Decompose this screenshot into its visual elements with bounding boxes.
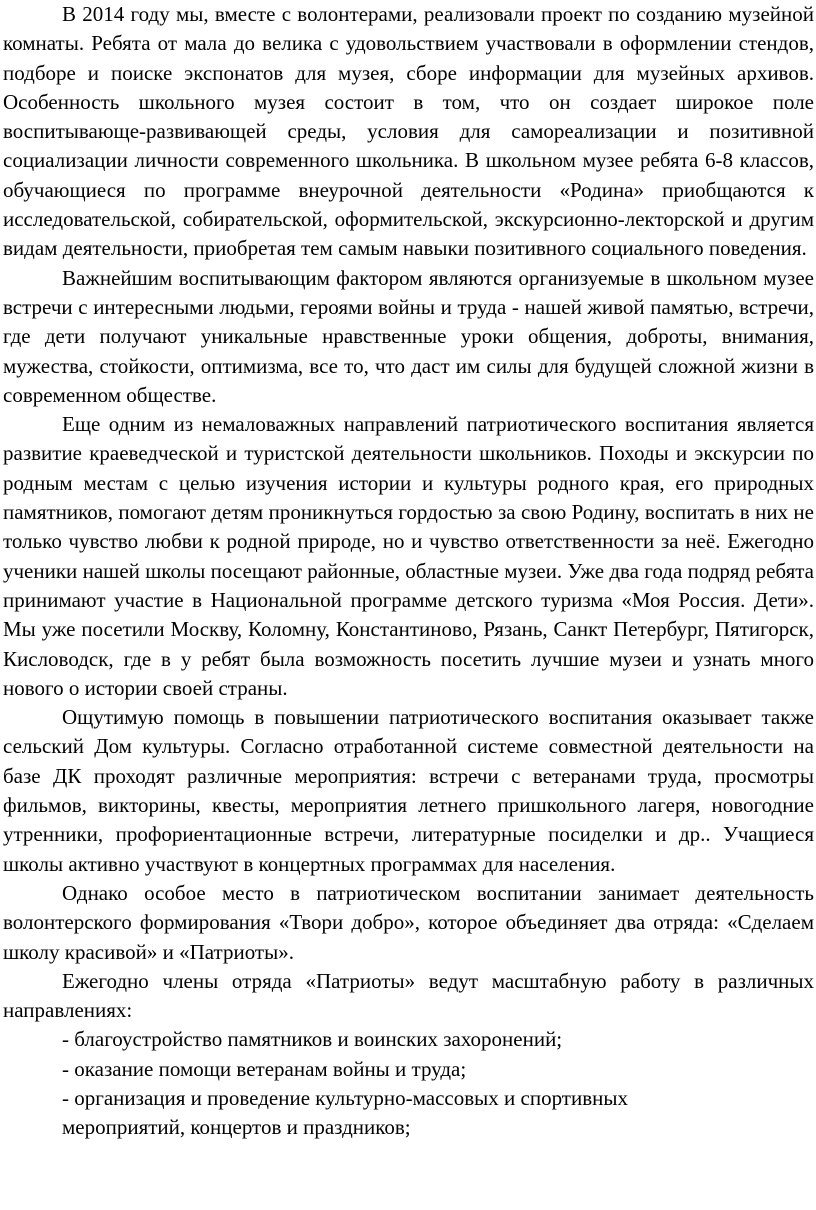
paragraph-volunteers: Однако особое место в патриотическом воспитании занимает деятельность волонтерского формирования «Твори добро», которое объединяет два отряда: «Сделаем школу красивой» и «Патриоты».: [3, 880, 814, 964]
list-item: [3, 1025, 814, 1054]
paragraph-museum-project: В 2014 году мы, вместе с волонтерами, реализовали проект по созданию музейной комнаты. Ребята от мала до велика с удовольствием участвовали в оформлении стендов, подборе и поиске экспонатов для музея, сборе информации для музейных архивов. Особенность школьного музея состоит в том, что он создает широкое поле воспитывающе-развивающей среды, условия для самореализации и позитивной социализации личности современного школьника. В школьном музее ребята 6-8 классов, обучающиеся по программе внеурочной деятельности «Родина» приобщаются к исследовательской, собирательской, оформительской, экскурсионно-лекторской и другим видам деятельности, приобретая тем самым навыки позитивного социального поведения.: [3, 2, 814, 261]
list-item: [3, 1084, 814, 1143]
paragraph-house-of-culture: Ощутимую помощь в повышении патриотического воспитания оказывает также сельский Дом культуры. Согласно отработанной системе совместной деятельности на базе ДК проходят различные мероприятия: встречи с ветеранами труда, просмотры фильмов, викторины, квесты, мероприятия летнего пришкольного лагеря, новогодние утренники, профориентационные встречи, литературные посиделки и др.. Учащиеся школы активно участвуют в концертных программах для населения.: [3, 705, 814, 876]
paragraph-local-history-tourism: Еще одним из немаловажных направлений патриотического воспитания является развитие краеведческой и туристской деятельности школьников. Походы и экскурсии по родным местам с целью изучения истории и культуры родного края, его природных памятников, помогают детям проникнуться гордостью за свою Родину, воспитать в них не только чувство любви к родной природе, но и чувство ответственности за неё. Ежегодно ученики нашей школы посещают районные, областные музеи. Уже два года подряд ребята принимают участие в Национальной программе детского туризма «Моя Россия. Дети». Мы уже посетили Москву, Коломну, Константиново, Рязань, Санкт Петербург, Пятигорск, Кисловодск, где в у ребят была возможность посетить лучшие музеи и узнать много нового о истории своей страны.: [3, 412, 814, 700]
paragraph-patriots-intro: Ежегодно члены отряда «Патриоты» ведут масштабную работу в различных направлениях:: [3, 968, 814, 1023]
list-item-text-continuation: мероприятий, концертов и праздников;: [62, 1115, 411, 1140]
list-item-text: - организация и проведение культурно-массовых и спортивных: [62, 1085, 628, 1110]
activity-list: [3, 1025, 814, 1142]
paragraph-meetings: Важнейшим воспитывающим фактором являются организуемые в школьном музее встречи с интересными людьми, героями войны и труда - нашей живой памятью, встречи, где дети получают уникальные нравственные уроки общения, доброты, внимания, мужества, стойкости, оптимизма, все то, что даст им силы для будущей сложной жизни в современном обществе.: [3, 265, 814, 407]
list-item: [3, 1055, 814, 1084]
list-item-text: - благоустройство памятников и воинских захоронений;: [62, 1027, 563, 1052]
list-item-text: - оказание помощи ветеранам войны и труда;: [62, 1056, 467, 1081]
